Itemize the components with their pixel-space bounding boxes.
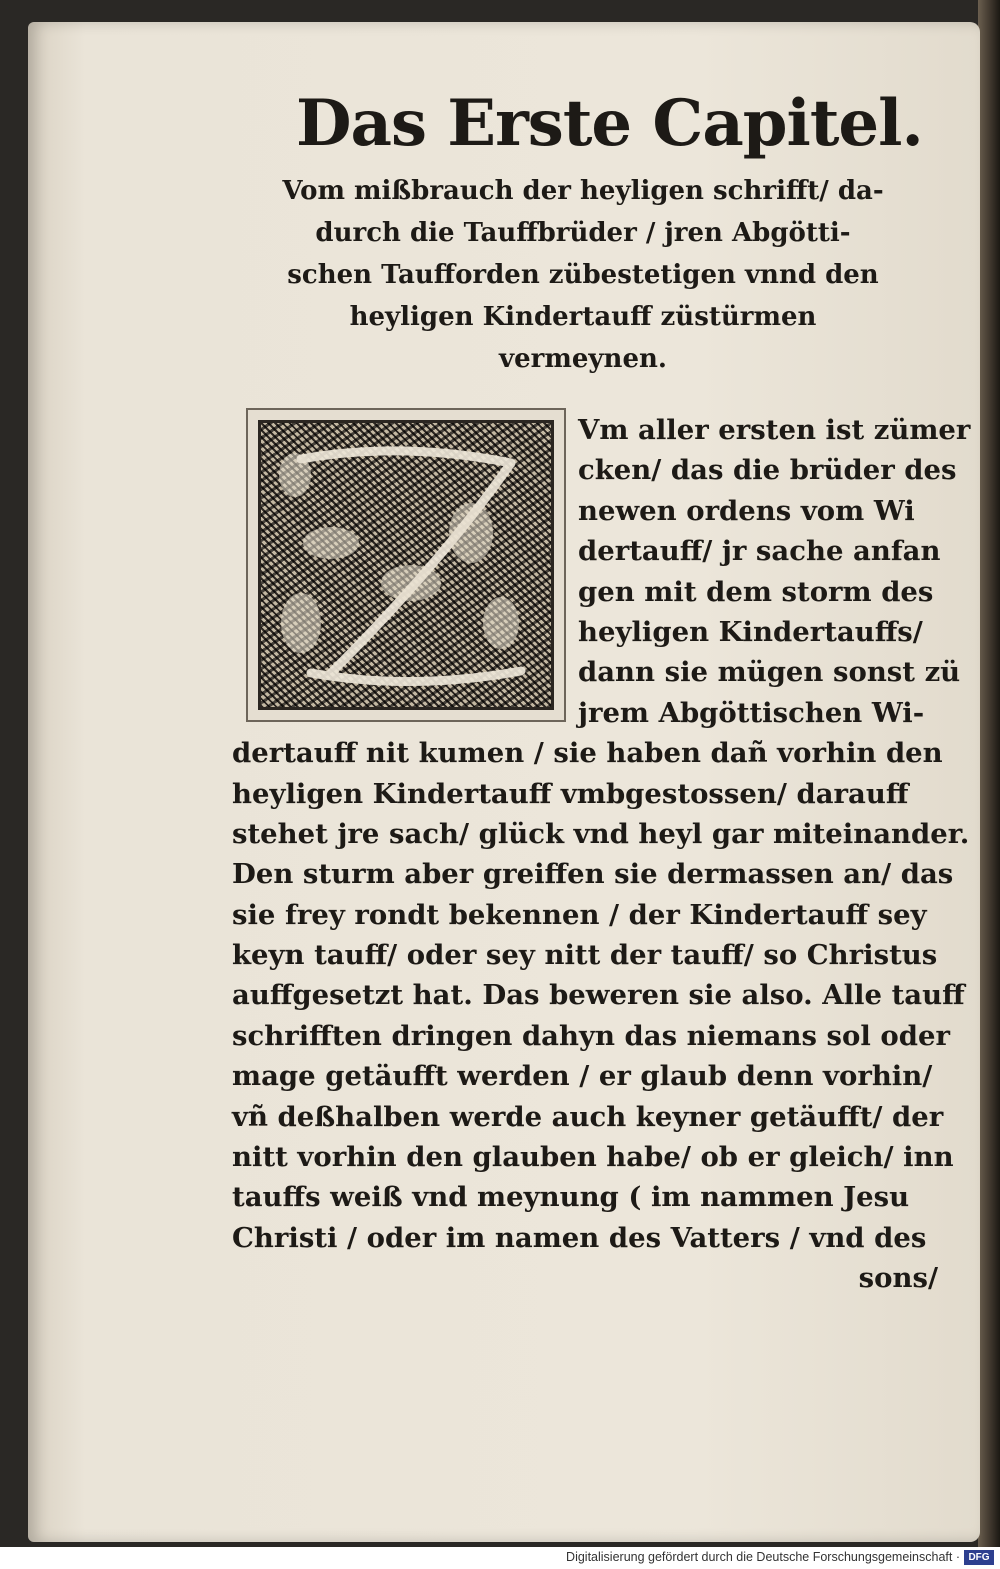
text-line: mage getäufft werden / er glaub denn vorhin/ bbox=[232, 1060, 933, 1093]
text-line: Den sturm aber greiffen sie dermassen an/ das bbox=[232, 858, 954, 891]
text-line: newen ordens vom Wi bbox=[578, 494, 915, 527]
funding-notice: Digitalisierung gefördert durch die Deutsche Forschungsgemeinschaft · bbox=[566, 1550, 960, 1564]
text-line: Christi / oder im namen des Vatters / vnd des bbox=[232, 1221, 927, 1254]
book-spine-edge bbox=[978, 0, 1000, 1569]
text-line: nitt vorhin den glauben habe/ ob er gleich/ inn bbox=[232, 1141, 954, 1174]
text-line: heyligen Kindertauffs/ bbox=[578, 615, 923, 648]
text-line: cken/ das die brüder des bbox=[578, 454, 957, 487]
text-line: dertauff nit kumen / sie haben dañ vorhin den bbox=[232, 737, 943, 770]
text-line: jrem Abgöttischen Wi- bbox=[578, 696, 925, 729]
subtitle-line: durch die Tauffbrüder / jren Abgötti- bbox=[315, 218, 851, 248]
chapter-subtitle bbox=[258, 170, 908, 380]
text-line: gen mit dem storm des bbox=[578, 575, 934, 608]
text-line: heyligen Kindertauff vmbgestossen/ darauff bbox=[232, 777, 909, 810]
chapter-title: Das Erste Capitel. bbox=[296, 86, 923, 161]
subtitle-line: schen Taufforden zübestetigen vnnd den bbox=[287, 260, 879, 290]
text-line: vñ deßhalben werde auch keyner getäufft/ der bbox=[232, 1100, 944, 1133]
text-line: keyn tauff/ oder sey nitt der tauff/ so Christus bbox=[232, 939, 938, 972]
text-line: dann sie mügen sonst zü bbox=[578, 656, 961, 689]
text-line: dertauff/ jr sache anfan bbox=[578, 535, 941, 568]
text-line: auffgesetzt hat. Das beweren sie also. Alle tauff bbox=[232, 979, 965, 1012]
text-line: sie frey rondt bekennen / der Kindertauff sey bbox=[232, 898, 927, 931]
text-line: Vm aller ersten ist zümer bbox=[578, 414, 971, 446]
text-line: stehet jre sach/ glück vnd heyl gar miteinander. bbox=[232, 817, 970, 850]
dfg-logo-icon: DFG bbox=[964, 1550, 994, 1565]
text-line: schrifften dringen dahyn das niemans sol oder bbox=[232, 1019, 950, 1052]
catchword: sons/ bbox=[858, 1262, 938, 1295]
subtitle-line: Vom mißbrauch der heyligen schrifft/ da- bbox=[282, 176, 884, 206]
body-text bbox=[232, 410, 971, 1299]
text-line: tauffs weiß vnd meynung ( im nammen Jesu bbox=[232, 1181, 910, 1214]
subtitle-line: vermeynen. bbox=[499, 344, 667, 374]
subtitle-line: heyligen Kindertauff züstürmen bbox=[349, 302, 817, 332]
